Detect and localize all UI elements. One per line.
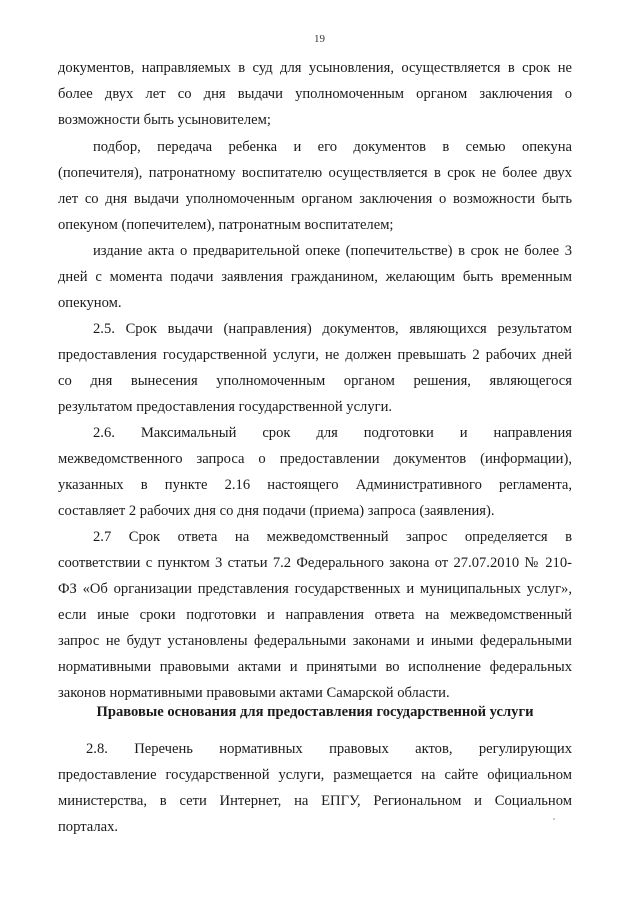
text-line: составляет 2 рабочих дня со дня подачи (приема) запроса (заявления). bbox=[58, 503, 495, 519]
text-line: опекуном. bbox=[58, 295, 122, 311]
text-line: со дня вынесения уполномоченным органом решения, являющегося bbox=[58, 373, 572, 389]
text-line: 2.5. Срок выдачи (направления) документов, являющихся результатом bbox=[93, 321, 572, 337]
text-line: дней с момента подачи заявления гражданином, желающим быть временным bbox=[58, 269, 572, 285]
text-line: межведомственного запроса о предоставлении документов (информации), bbox=[58, 451, 572, 467]
text-line: соответствии с пунктом 3 статьи 7.2 Федерального закона от 27.07.2010 № 210- bbox=[58, 555, 572, 571]
section-heading: Правовые основания для предоставления государственной услуги bbox=[96, 704, 534, 720]
text-line: предоставления государственной услуги, не должен превышать 2 рабочих дней bbox=[58, 347, 572, 363]
text-line: запрос не будут установлены федеральными законами и иными федеральными bbox=[58, 633, 572, 649]
text-line: 2.6. Максимальный срок для подготовки и направления bbox=[93, 425, 572, 441]
text-line: документов, направляемых в суд для усыновления, осуществляется в срок не bbox=[58, 60, 572, 76]
text-line: возможности быть усыновителем; bbox=[58, 112, 271, 128]
page-number: 19 bbox=[314, 33, 325, 45]
text-line: более двух лет со дня выдачи уполномоченным органом заключения о bbox=[58, 86, 572, 102]
text-line: законов нормативными правовыми актами Самарской области. bbox=[58, 685, 450, 701]
text-line: предоставление государственной услуги, размещается на сайте официальном bbox=[58, 767, 572, 783]
text-line: издание акта о предварительной опеке (попечительстве) в срок не более 3 bbox=[93, 243, 572, 259]
text-line: 2.8. Перечень нормативных правовых актов, регулирующих bbox=[86, 741, 572, 757]
text-line: указанных в пункте 2.16 настоящего Административного регламента, bbox=[58, 477, 572, 493]
text-line: (попечителя), патронатному воспитателю осуществляется в срок не более двух bbox=[58, 165, 572, 181]
text-line: лет со дня выдачи уполномоченным органом заключения о возможности быть bbox=[58, 191, 572, 207]
text-line: если иные сроки подготовки и направления ответа на межведомственный bbox=[58, 607, 572, 623]
scan-speck bbox=[553, 818, 555, 820]
text-line: нормативными правовыми актами и принятыми во исполнение федеральных bbox=[58, 659, 572, 675]
text-line: ФЗ «Об организации представления государственных и муниципальных услуг», bbox=[58, 581, 572, 597]
text-line: подбор, передача ребенка и его документов в семью опекуна bbox=[93, 139, 572, 155]
text-line: опекуном (попечителем), патронатным воспитателем; bbox=[58, 217, 394, 233]
text-line: 2.7 Срок ответа на межведомственный запрос определяется в bbox=[93, 529, 572, 545]
text-line: результатом предоставления государственной услуги. bbox=[58, 399, 393, 415]
text-line: порталах. bbox=[58, 819, 119, 835]
text-line: министерства, в сети Интернет, на ЕПГУ, Региональном и Социальном bbox=[58, 793, 572, 809]
